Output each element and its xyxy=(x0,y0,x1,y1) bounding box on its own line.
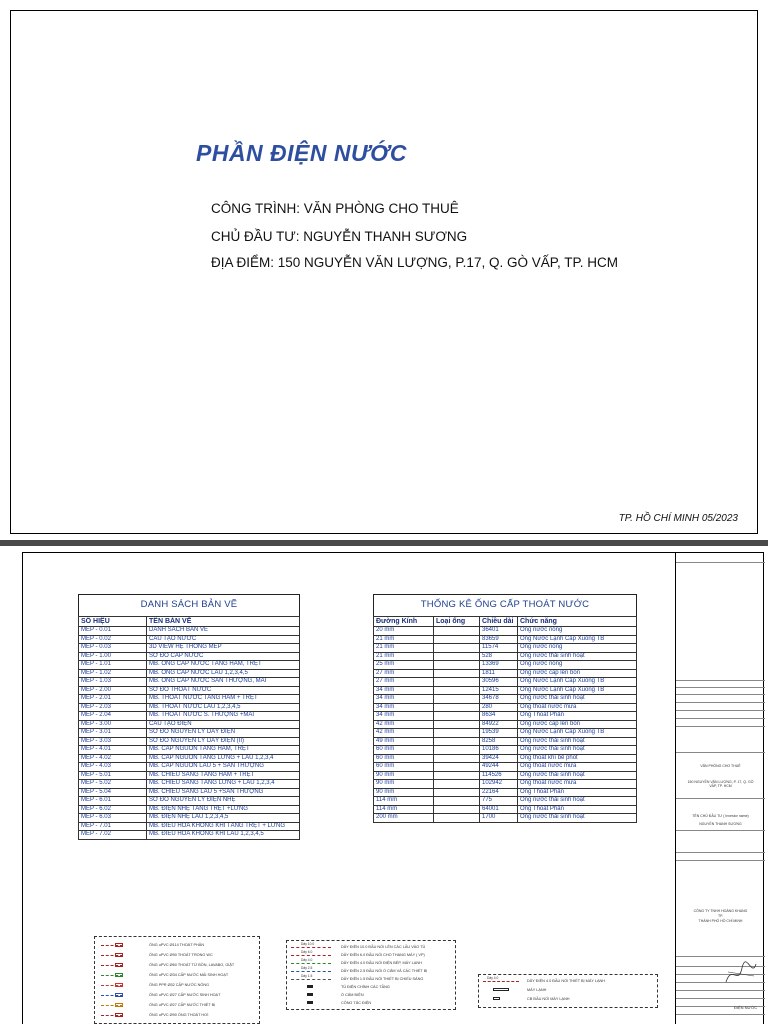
table-row xyxy=(374,678,637,687)
pipe-function: Ống Nước Lạnh Cấp Xuống TB xyxy=(518,729,637,738)
legend-item: ỐNG uPVC Ø90 ỐNG THOÁT HƠI xyxy=(149,1013,209,1017)
table-row xyxy=(374,627,637,636)
table-row xyxy=(374,669,637,678)
drawing-name: CẤU TẠO NƯỚC xyxy=(147,635,300,644)
drawing-code: MEP - 0.02 xyxy=(79,635,147,644)
pipe-diameter: 27 mm xyxy=(374,669,434,678)
drawing-name: MB. ĐIỆN NHẸ TẦNG TRỆT +LỬNG xyxy=(147,805,300,814)
list-header-name: TÊN BẢN VẼ xyxy=(147,617,300,627)
table-row xyxy=(79,652,300,661)
pipe-function: Ống nước thải sinh hoạt xyxy=(518,652,637,661)
pipe-type xyxy=(434,627,480,636)
pipe-diameter: 90 mm xyxy=(374,771,434,780)
pipe-length: 114526 xyxy=(480,771,518,780)
table-row xyxy=(79,737,300,746)
table-row xyxy=(374,771,637,780)
pipe-length: 49244 xyxy=(480,763,518,772)
drawing-code: MEP - 3.01 xyxy=(79,729,147,738)
drawing-code: MEP - 7.01 xyxy=(79,822,147,831)
legend-wire-icon xyxy=(291,947,331,948)
drawing-code: MEP - 0.03 xyxy=(79,644,147,653)
table-row xyxy=(79,644,300,653)
pipe-type xyxy=(434,771,480,780)
legend-wire-size: Dây 2.5 xyxy=(301,966,313,970)
pipe-length: 19539 xyxy=(480,729,518,738)
drawing-name: SƠ ĐỒ NGUYÊN LÝ DÂY ĐIỆN (II) xyxy=(147,737,300,746)
legend-symbol-icon xyxy=(493,997,500,1000)
drawing-code: MEP - 2.04 xyxy=(79,712,147,721)
legend-fitting-icon xyxy=(115,953,123,957)
drawing-code: MEP - 0.01 xyxy=(79,627,147,636)
pipe-length: 8258 xyxy=(480,737,518,746)
table-row xyxy=(79,754,300,763)
drawing-code: MEP - 4.01 xyxy=(79,746,147,755)
drawing-code: MEP - 3.00 xyxy=(79,720,147,729)
cover-project: CÔNG TRÌNH: VĂN PHÒNG CHO THUÊ xyxy=(211,201,459,216)
tb-city2: THÀNH PHỐ HỒ CHÍ MINH xyxy=(698,919,743,923)
legend-symbol-icon xyxy=(307,985,313,988)
stats-header-length: Chiều dài xyxy=(480,617,518,627)
table-row xyxy=(79,788,300,797)
tb-project: VĂN PHÒNG CHO THUÊ xyxy=(700,764,741,768)
pipe-function: Ống nước nóng xyxy=(518,627,637,636)
pipe-diameter: 34 mm xyxy=(374,703,434,712)
legend-item: ỐNG uPVC Ø34 CẤP NƯỚC MÁI SINH HOẠT xyxy=(149,973,229,977)
table-row xyxy=(374,763,637,772)
drawing-name: MB. ĐIỀU HÒA KHÔNG KHÍ LẦU 1,2,3,4,5 xyxy=(147,831,300,840)
pipe-type xyxy=(434,788,480,797)
table-row xyxy=(79,720,300,729)
drawing-code: MEP - 2.01 xyxy=(79,695,147,704)
pipe-diameter: 90 mm xyxy=(374,780,434,789)
legend-item: ỐNG uPVC Ø27 CẤP NƯỚC THIẾT BỊ xyxy=(149,1003,216,1007)
pipe-length: 528 xyxy=(480,652,518,661)
drawing-name: MB. THOÁT NƯỚC LẦU 1,2,3,4,5 xyxy=(147,703,300,712)
pipe-diameter: 42 mm xyxy=(374,729,434,738)
table-row xyxy=(374,805,637,814)
drawing-code: MEP - 6.03 xyxy=(79,814,147,823)
pipe-function: Ống Thoát Phân xyxy=(518,788,637,797)
legend-item: Ổ CẮM ĐIỆN xyxy=(341,993,364,997)
title-block xyxy=(675,552,764,1024)
pipe-function: Ống Nước Lạnh Cấp Xuống TB xyxy=(518,635,637,644)
legend-item: ỐNG uPVC Ø114 THOÁT PHÂN xyxy=(149,943,205,947)
drawing-name: SƠ ĐỒ NGUYÊN LÝ DÂY ĐIỆN xyxy=(147,729,300,738)
pipe-length: 280 xyxy=(480,703,518,712)
pipe-length: 8634 xyxy=(480,712,518,721)
pipe-type xyxy=(434,661,480,670)
pipe-length: 34678 xyxy=(480,695,518,704)
legend-wire-size: Dây 4.0 xyxy=(301,958,313,962)
drawing-name: 3D VIEW HỆ THỐNG MEP xyxy=(147,644,300,653)
table-row xyxy=(374,720,637,729)
pipe-function: Ống nước thải sinh hoạt xyxy=(518,797,637,806)
pipe-length: 1700 xyxy=(480,814,518,823)
pipe-function: Ống thoát nước mưa xyxy=(518,780,637,789)
drawing-code: MEP - 5.04 xyxy=(79,788,147,797)
legend-item: CB ĐẦU NỐI MÁY LẠNH xyxy=(527,997,570,1001)
pipe-function: Ống nước thải sinh hoạt xyxy=(518,746,637,755)
pipe-type xyxy=(434,644,480,653)
legend-wire-icon xyxy=(483,981,519,982)
pipe-type xyxy=(434,805,480,814)
legend-wire-size: Dây 6.0 xyxy=(301,950,313,954)
drawing-name: MB. CHIẾU SÁNG TẦNG HẦM + TRỆT xyxy=(147,771,300,780)
legend-wire-icon xyxy=(291,955,331,956)
table-row xyxy=(374,644,637,653)
pipe-diameter: 25 mm xyxy=(374,661,434,670)
table-row xyxy=(374,814,637,823)
pipe-legend xyxy=(94,936,260,1024)
tb-owner-label: TÊN CHỦ ĐẦU TƯ ( Investor name) xyxy=(692,814,749,818)
legend-fitting-icon xyxy=(115,973,123,977)
legend-wire-size: Dây 1.5 xyxy=(301,974,313,978)
signature-mark xyxy=(724,958,758,988)
drawing-code: MEP - 2.00 xyxy=(79,686,147,695)
pipe-diameter: 200 mm xyxy=(374,814,434,823)
table-row xyxy=(79,703,300,712)
legend-wire-size: Dây 4.0 xyxy=(487,976,499,980)
table-row xyxy=(374,746,637,755)
drawing-name: MB. ĐIỀU HÒA KHÔNG KHÍ TẦNG TRỆT + LỬNG xyxy=(147,822,300,831)
ac-legend xyxy=(478,974,658,1008)
table-row xyxy=(374,686,637,695)
legend-fitting-icon xyxy=(115,983,123,987)
drawing-sheet xyxy=(0,546,768,1024)
legend-wire-icon xyxy=(291,963,331,964)
drawing-code: MEP - 5.02 xyxy=(79,780,147,789)
pipe-diameter: 20 mm xyxy=(374,627,434,636)
pipe-type xyxy=(434,746,480,755)
legend-item: DÂY ĐIỆN 10.0 ĐẦU NỐI LÊN CÁC LẦU VÀO TỦ xyxy=(341,945,426,949)
pipe-diameter: 114 mm xyxy=(374,805,434,814)
pipe-function: Ống nước thải sinh hoạt xyxy=(518,771,637,780)
pipe-type xyxy=(434,720,480,729)
pipe-length: 22164 xyxy=(480,788,518,797)
pipe-length: 11574 xyxy=(480,644,518,653)
pipe-length: 64001 xyxy=(480,805,518,814)
wiring-legend xyxy=(286,940,456,1010)
pipe-diameter: 27 mm xyxy=(374,678,434,687)
table-row xyxy=(374,797,637,806)
pipe-length: 10186 xyxy=(480,746,518,755)
legend-item: ỐNG uPVC Ø60 THOÁT TỪ BỒN, LAVABO, GIẶT xyxy=(149,963,235,967)
table-row xyxy=(374,737,637,746)
cover-location: ĐỊA ĐIỂM: 150 NGUYỄN VĂN LƯỢNG, P.17, Q. GÒ VẤP, TP. HCM xyxy=(211,255,618,270)
pipe-diameter: 21 mm xyxy=(374,635,434,644)
legend-wire-size: Dây 10.0 xyxy=(301,942,315,946)
table-row xyxy=(79,780,300,789)
pipe-type xyxy=(434,754,480,763)
table-row xyxy=(79,814,300,823)
drawing-name: MB. THOÁT NƯỚC S. THƯỢNG +MÁI xyxy=(147,712,300,721)
table-row xyxy=(79,712,300,721)
legend-item: DÂY ĐIỆN 6.0 ĐẦU NỐI CHO THANG MÁY ( VP) xyxy=(341,953,425,957)
table-row xyxy=(79,805,300,814)
drawing-name: MB. CẤP NGUỒN TẦNG HẦM, TRỆT xyxy=(147,746,300,755)
pipe-function: Ống Thoát Phân xyxy=(518,805,637,814)
stats-header-diameter: Đường Kính xyxy=(374,617,434,627)
pipe-function: Ống Nước Lạnh Cấp Xuống TB xyxy=(518,678,637,687)
table-row xyxy=(374,754,637,763)
stats-header-function: Chức năng xyxy=(518,617,637,627)
legend-symbol-icon xyxy=(307,993,313,996)
tb-company: CÔNG TY TNHH HOÀNG KHANG xyxy=(693,909,748,913)
legend-fitting-icon xyxy=(115,993,123,997)
legend-wire-icon xyxy=(291,971,331,972)
table-row xyxy=(374,652,637,661)
legend-fitting-icon xyxy=(115,943,123,947)
pipe-diameter: 21 mm xyxy=(374,644,434,653)
pipe-stats-table xyxy=(373,594,637,823)
table-row xyxy=(374,703,637,712)
drawing-code: MEP - 1.02 xyxy=(79,669,147,678)
legend-item: DÂY ĐIỆN 2.5 ĐẦU NỐI Ổ CẮM VÀ CÁC THIẾT BỊ xyxy=(341,969,428,973)
pipe-diameter: 21 mm xyxy=(374,652,434,661)
drawing-name: MB. ỐNG CẤP NƯỚC SÂN THƯỢNG, MÁI xyxy=(147,678,300,687)
pipe-stats-title: THỐNG KÊ ỐNG CẤP THOÁT NƯỚC xyxy=(373,594,637,616)
cover-owner: CHỦ ĐẦU TƯ: NGUYỄN THANH SƯƠNG xyxy=(211,229,468,244)
legend-fitting-icon xyxy=(115,963,123,967)
table-row xyxy=(79,635,300,644)
drawing-name: MB. THOÁT NƯỚC TẦNG HẦM + TRỆT xyxy=(147,695,300,704)
pipe-type xyxy=(434,712,480,721)
legend-symbol-icon xyxy=(493,988,509,991)
legend-item: DÂY ĐIỆN 4.0 ĐẦU NỐI ĐIỆN BẾP, MÁY LẠNH xyxy=(341,961,422,965)
legend-fitting-icon xyxy=(115,1003,123,1007)
drawing-name: SƠ ĐỒ THOÁT NƯỚC xyxy=(147,686,300,695)
drawing-code: MEP - 1.03 xyxy=(79,678,147,687)
pipe-length: 36401 xyxy=(480,627,518,636)
legend-item: ỐNG PPR Ø32 CẤP NƯỚC NÓNG xyxy=(149,983,210,987)
drawing-code: MEP - 7.02 xyxy=(79,831,147,840)
table-row xyxy=(79,678,300,687)
pipe-function: Ống nước cấp lên bồn xyxy=(518,720,637,729)
pipe-function: Ống thoát khí bể phốt xyxy=(518,754,637,763)
table-row xyxy=(374,788,637,797)
drawing-name: CẤU TẠO ĐIỆN xyxy=(147,720,300,729)
legend-wire-icon xyxy=(291,979,331,980)
drawing-code: MEP - 1.01 xyxy=(79,661,147,670)
tb-city1: TP. xyxy=(718,914,723,918)
cover-place-date: TP. HỒ CHÍ MINH 05/2023 xyxy=(618,513,738,524)
pipe-diameter: 60 mm xyxy=(374,754,434,763)
pipe-function: Ống Nước Lạnh Cấp Xuống TB xyxy=(518,686,637,695)
pipe-type xyxy=(434,780,480,789)
pipe-diameter: 34 mm xyxy=(374,686,434,695)
pipe-function: Ống nước thải sinh hoạt xyxy=(518,737,637,746)
pipe-diameter: 60 mm xyxy=(374,746,434,755)
pipe-function: Ống nước nóng xyxy=(518,644,637,653)
table-row xyxy=(79,661,300,670)
table-row xyxy=(374,695,637,704)
pipe-length: 13369 xyxy=(480,661,518,670)
pipe-type xyxy=(434,703,480,712)
stats-header-type: Loại ống xyxy=(434,617,480,627)
legend-item: DÂY ĐIỆN 1.5 ĐẦU NỐI THIẾT BỊ CHIẾU SÁNG xyxy=(341,977,424,981)
table-row xyxy=(79,822,300,831)
drawing-name: MB. ỐNG CẤP NƯỚC LẦU 1,2,3,4,5 xyxy=(147,669,300,678)
pipe-type xyxy=(434,763,480,772)
table-row xyxy=(374,661,637,670)
pipe-type xyxy=(434,737,480,746)
drawing-code: MEP - 3.03 xyxy=(79,737,147,746)
table-row xyxy=(79,695,300,704)
pipe-function: Ống nước nóng xyxy=(518,661,637,670)
drawing-name: MB. ỐNG CẤP NƯỚC TẦNG HẦM, TRỆT xyxy=(147,661,300,670)
table-row xyxy=(79,729,300,738)
table-row xyxy=(374,729,637,738)
pipe-function: Ống nước thải sinh hoạt xyxy=(518,695,637,704)
tb-drawing-label: ĐIỆN NƯỚC xyxy=(734,1005,758,1010)
table-row xyxy=(79,627,300,636)
legend-item: DÂY ĐIỆN 4.0 ĐẦU NỐI THIẾT BỊ MÁY LẠNH xyxy=(527,979,605,983)
drawing-name: MB. CẤP NGUỒN TẦNG LỬNG + LẦU 1,2,3,4 xyxy=(147,754,300,763)
pipe-length: 83659 xyxy=(480,635,518,644)
drawing-name: SƠ ĐỒ CẤP NƯỚC xyxy=(147,652,300,661)
cover-frame xyxy=(10,10,758,534)
pipe-length: 102942 xyxy=(480,780,518,789)
legend-item: ỐNG uPVC Ø27 CẤP NƯỚC SINH HOẠT xyxy=(149,993,221,997)
table-row xyxy=(79,686,300,695)
pipe-diameter: 49 mm xyxy=(374,737,434,746)
pipe-length: 30596 xyxy=(480,678,518,687)
legend-fitting-icon xyxy=(115,1013,123,1017)
pipe-type xyxy=(434,635,480,644)
list-header-code: SỐ HIỆU xyxy=(79,617,147,627)
pipe-function: Ống nước cấp lên bồn xyxy=(518,669,637,678)
pipe-function: Ống nước thải sinh hoạt xyxy=(518,814,637,823)
tb-owner: NGUYỄN THANH SƯƠNG xyxy=(699,822,742,826)
drawing-name: MB. ĐIỆN NHẸ LẦU 1,2,3,4,5 xyxy=(147,814,300,823)
table-row xyxy=(79,797,300,806)
drawing-list-title: DANH SÁCH BẢN VẼ xyxy=(78,594,300,616)
pipe-length: 12415 xyxy=(480,686,518,695)
legend-item: TỦ ĐIỆN CHÍNH CÁC TẦNG xyxy=(341,985,390,989)
drawing-code: MEP - 2.03 xyxy=(79,703,147,712)
pipe-type xyxy=(434,669,480,678)
pipe-function: Ống thoát nước mưa xyxy=(518,703,637,712)
drawing-name: DANH SÁCH BẢN VẼ xyxy=(147,627,300,636)
drawing-code: MEP - 4.02 xyxy=(79,754,147,763)
pipe-type xyxy=(434,729,480,738)
drawing-name: MB. CHIẾU SÁNG LẦU 5 +SÂN THƯỢNG xyxy=(147,788,300,797)
pipe-length: 1811 xyxy=(480,669,518,678)
pipe-type xyxy=(434,695,480,704)
pipe-diameter: 34 mm xyxy=(374,712,434,721)
pipe-type xyxy=(434,797,480,806)
drawing-code: MEP - 4.03 xyxy=(79,763,147,772)
table-row xyxy=(79,746,300,755)
pipe-length: 39424 xyxy=(480,754,518,763)
tb-address: 150 NGUYỄN VĂN LƯỢNG, P. 17, Q. GÒ VẤP, TP. HCM xyxy=(687,780,754,788)
legend-item: ỐNG uPVC Ø90 THOÁT TRONG WC xyxy=(149,953,213,957)
pipe-length: 775 xyxy=(480,797,518,806)
table-row xyxy=(79,669,300,678)
table-row xyxy=(374,635,637,644)
pipe-diameter: 42 mm xyxy=(374,720,434,729)
cover-title: PHẦN ĐIỆN NƯỚC xyxy=(196,140,407,166)
drawing-name: MB. CHIẾU SÁNG TẦNG LỬNG + LẦU 1,2,3,4 xyxy=(147,780,300,789)
pipe-type xyxy=(434,686,480,695)
table-row xyxy=(374,712,637,721)
pipe-type xyxy=(434,814,480,823)
pipe-function: Ống Thoát Phân xyxy=(518,712,637,721)
table-row xyxy=(374,780,637,789)
pipe-type xyxy=(434,678,480,687)
drawing-code: MEP - 1.00 xyxy=(79,652,147,661)
table-row xyxy=(79,763,300,772)
drawing-code: MEP - 5.01 xyxy=(79,771,147,780)
legend-symbol-icon xyxy=(307,1001,313,1004)
pipe-diameter: 90 mm xyxy=(374,788,434,797)
legend-item: MÁY LẠNH xyxy=(527,988,547,992)
pipe-length: 84922 xyxy=(480,720,518,729)
pipe-diameter: 34 mm xyxy=(374,695,434,704)
pipe-function: Ống thoát nước mưa xyxy=(518,763,637,772)
drawing-name: MB. CẤP NGUỒN LẦU 5 + SÂN THƯỢNG xyxy=(147,763,300,772)
drawing-code: MEP - 6.01 xyxy=(79,797,147,806)
table-row xyxy=(79,831,300,840)
pipe-diameter: 114 mm xyxy=(374,797,434,806)
pipe-diameter: 60 mm xyxy=(374,763,434,772)
table-row xyxy=(79,771,300,780)
legend-item: CÔNG TẮC ĐIỆN xyxy=(341,1001,372,1005)
drawing-list-table xyxy=(78,594,300,840)
drawing-name: SƠ ĐỒ NGUYÊN LÝ ĐIỆN NHẸ xyxy=(147,797,300,806)
drawing-code: MEP - 6.02 xyxy=(79,805,147,814)
pipe-type xyxy=(434,652,480,661)
